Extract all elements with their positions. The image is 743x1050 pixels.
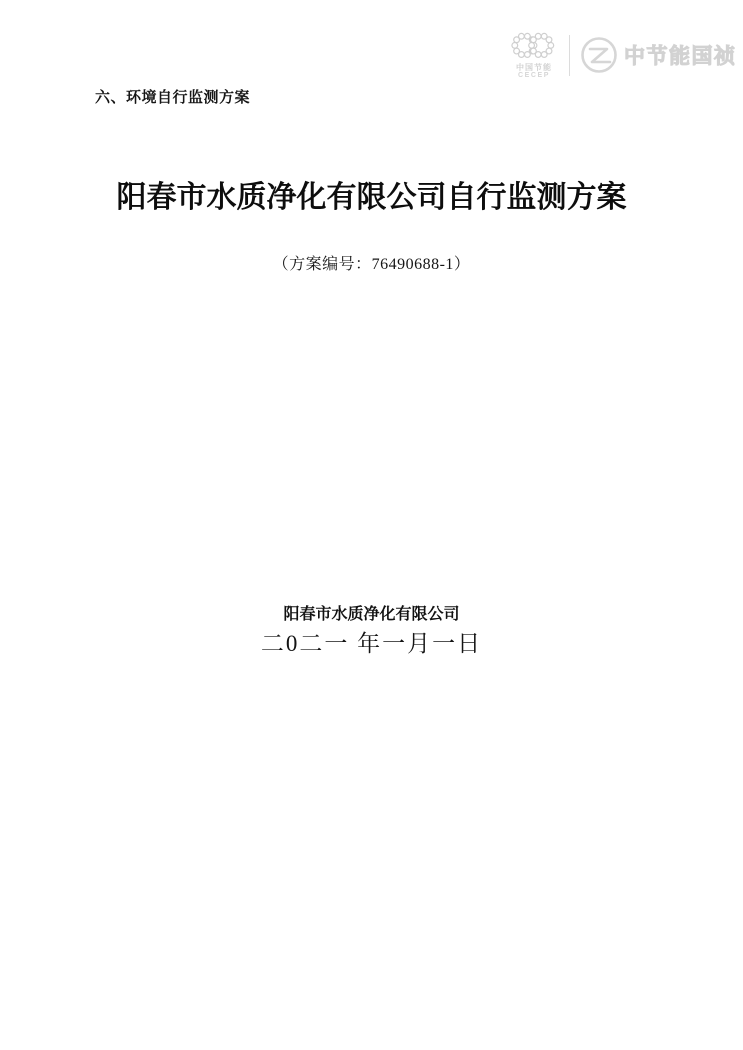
section-heading: 六、环境自行监测方案	[95, 90, 251, 106]
page-title: 阳春市水质净化有限公司自行监测方案	[116, 181, 627, 214]
company-name: 阳春市水质净化有限公司	[283, 606, 460, 623]
cecep-logo	[505, 31, 563, 80]
date-line: 二0二一 年一月一日	[260, 631, 483, 656]
logo-divider	[569, 35, 570, 76]
cecep-logo-name-en: CECEP	[517, 71, 551, 79]
header-logo-group	[505, 30, 737, 80]
guozhen-circle-z-icon	[579, 35, 619, 75]
plan-number-line: （方案编号：76490688-1）	[272, 256, 471, 273]
cecep-dots-logo-icon	[508, 31, 560, 61]
cecep-logo-name-cn: 中国节能	[516, 62, 552, 72]
guozhen-logo-name: 中节能国祯	[624, 45, 737, 68]
